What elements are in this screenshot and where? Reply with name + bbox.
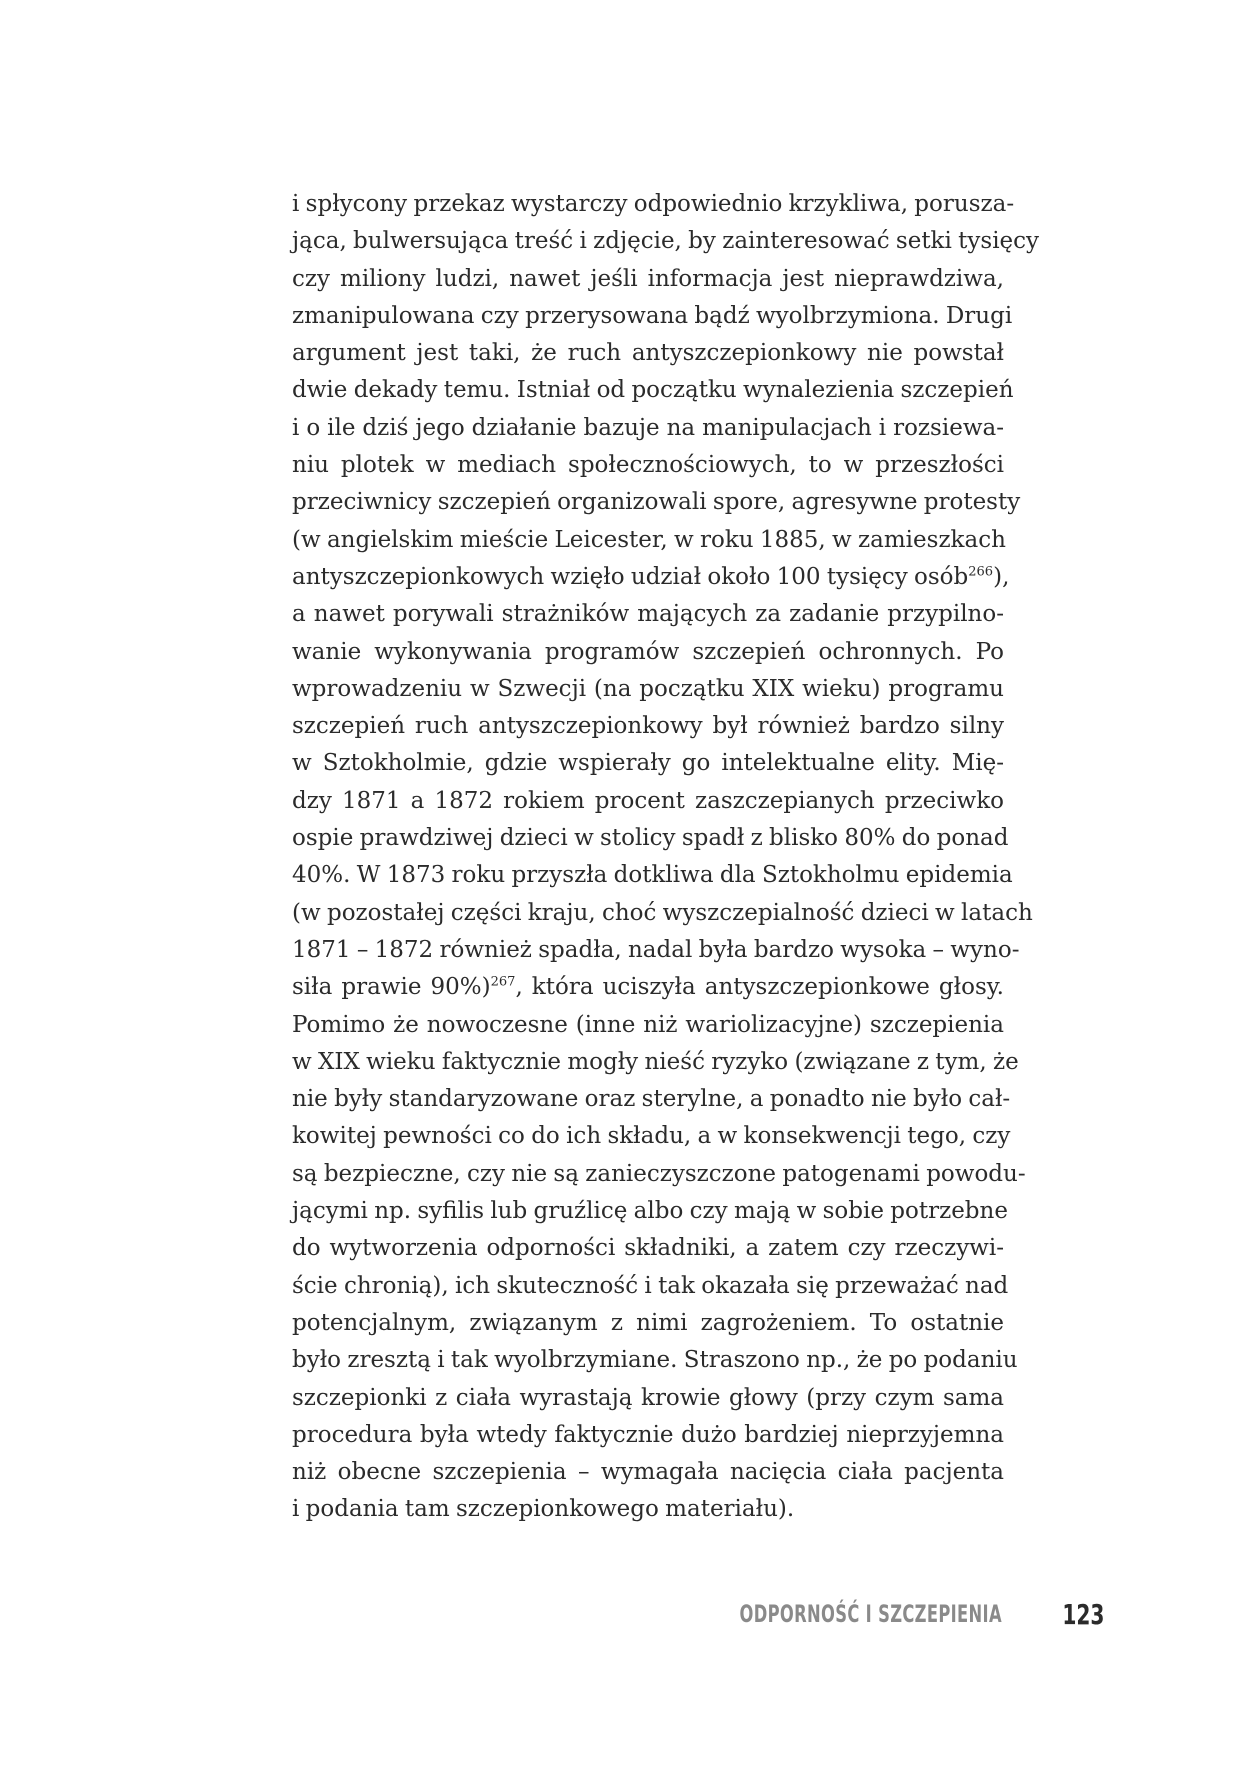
text-line: szczepionki z ciała wyrastają krowie głowy (przy czym sama xyxy=(292,1384,1004,1411)
text-line: dwie dekady temu. Istniał od początku wynalezienia szczepień xyxy=(292,377,1014,404)
text-line: i o ile dziś jego działanie bazuje na manipulacjach i rozsiewa- xyxy=(292,414,1004,441)
text-line: Pomimo że nowoczesne (inne niż wariolizacyjne) szczepienia xyxy=(292,1011,1004,1038)
page-footer xyxy=(0,1600,1249,1640)
page-number: 123 xyxy=(1061,1598,1104,1631)
text-line: jąca, bulwersująca treść i zdjęcie, by zainteresować setki tysięcy xyxy=(292,228,1040,255)
text-line: antyszczepionkowych wzięło udział około 100 tysięcy osób$^{266}$), xyxy=(292,563,1010,590)
text-line: niż obecne szczepienia – wymagała nacięcia ciała pacjenta xyxy=(292,1459,1004,1486)
text-line: wprowadzeniu w Szwecji (na początku XIX wieku) programu xyxy=(292,675,1004,702)
text-line: a nawet porywali strażników mających za zadanie przypilno- xyxy=(292,601,1004,628)
text-fragment: siła prawie 90%) xyxy=(292,974,491,1001)
text-line: ście chronią), ich skuteczność i tak okazała się przeważać nad xyxy=(292,1272,1009,1299)
text-line: w Sztokholmie, gdzie wspierały go intelektualne elity. Mię- xyxy=(292,750,1004,777)
text-line: zmanipulowana czy przerysowana bądź wyolbrzymiona. Drugi xyxy=(292,302,1013,329)
text-line: 40%. W 1873 roku przyszła dotkliwa dla Sztokholmu epidemia xyxy=(292,862,1013,889)
text-line: potencjalnym, związanym z nimi zagrożeniem. To ostatnie xyxy=(292,1309,1004,1336)
text-line: ospie prawdziwej dzieci w stolicy spadł z blisko 80% do ponad xyxy=(292,825,1009,852)
text-line: do wytworzenia odporności składniki, a zatem czy rzeczywi- xyxy=(292,1235,1004,1262)
text-line: jącymi np. syfilis lub gruźlicę albo czy mają w sobie potrzebne xyxy=(292,1198,1008,1225)
text-line: wanie wykonywania programów szczepień ochronnych. Po xyxy=(292,638,1004,665)
text-line: dzy 1871 a 1872 rokiem procent zaszczepianych przeciwko xyxy=(292,787,1004,814)
text-line: (w pozostałej części kraju, choć wyszczepialność dzieci w latach xyxy=(292,899,1033,926)
text-line: są bezpieczne, czy nie są zanieczyszczone patogenami powodu- xyxy=(292,1160,1026,1187)
text-line: (w angielskim mieście Leicester, w roku 1885, w zamieszkach xyxy=(292,526,1006,553)
text-line: i spłycony przekaz wystarczy odpowiednio krzykliwa, porusza- xyxy=(292,191,1015,217)
text-line: czy miliony ludzi, nawet jeśli informacja jest nieprawdziwa, xyxy=(292,265,1004,292)
text-line: w XIX wieku faktycznie mogły nieść ryzyko (związane z tym, że xyxy=(292,1048,1019,1075)
footnote-reference: 267 xyxy=(490,974,516,990)
text-line: niu plotek w mediach społecznościowych, to w przeszłości xyxy=(292,452,1004,479)
text-line: szczepień ruch antyszczepionkowy był również bardzo silny xyxy=(292,713,1004,740)
text-fragment: antyszczepionkowych wzięło udział około 100 tysięcy osób xyxy=(292,563,969,590)
text-line: kowitej pewności co do ich składu, a w konsekwencji tego, czy xyxy=(292,1123,1011,1150)
text-line: argument jest taki, że ruch antyszczepionkowy nie powstał xyxy=(292,340,1004,367)
running-head: ODPORNOŚĆ I SZCZEPIENIA xyxy=(739,1600,1002,1628)
text-line: procedura była wtedy faktycznie dużo bardziej nieprzyjemna xyxy=(292,1421,1004,1448)
text-line: przeciwnicy szczepień organizowali spore, agresywne protesty xyxy=(292,489,1021,516)
text-line: 1871 – 1872 również spadła, nadal była bardzo wysoka – wyno- xyxy=(292,936,1020,963)
text-line: było zresztą i tak wyolbrzymiane. Straszono np., że po podaniu xyxy=(292,1347,1018,1374)
footnote-reference: 266 xyxy=(968,564,994,580)
text-fragment: , która uciszyła antyszczepionkowe głosy. xyxy=(515,974,1004,1001)
text-line: i podania tam szczepionkowego materiału). xyxy=(292,1496,795,1523)
text-line xyxy=(292,969,1004,1006)
body-paragraph xyxy=(292,186,1040,1529)
text-line: nie były standaryzowane oraz sterylne, a ponadto nie było cał- xyxy=(292,1086,1011,1113)
